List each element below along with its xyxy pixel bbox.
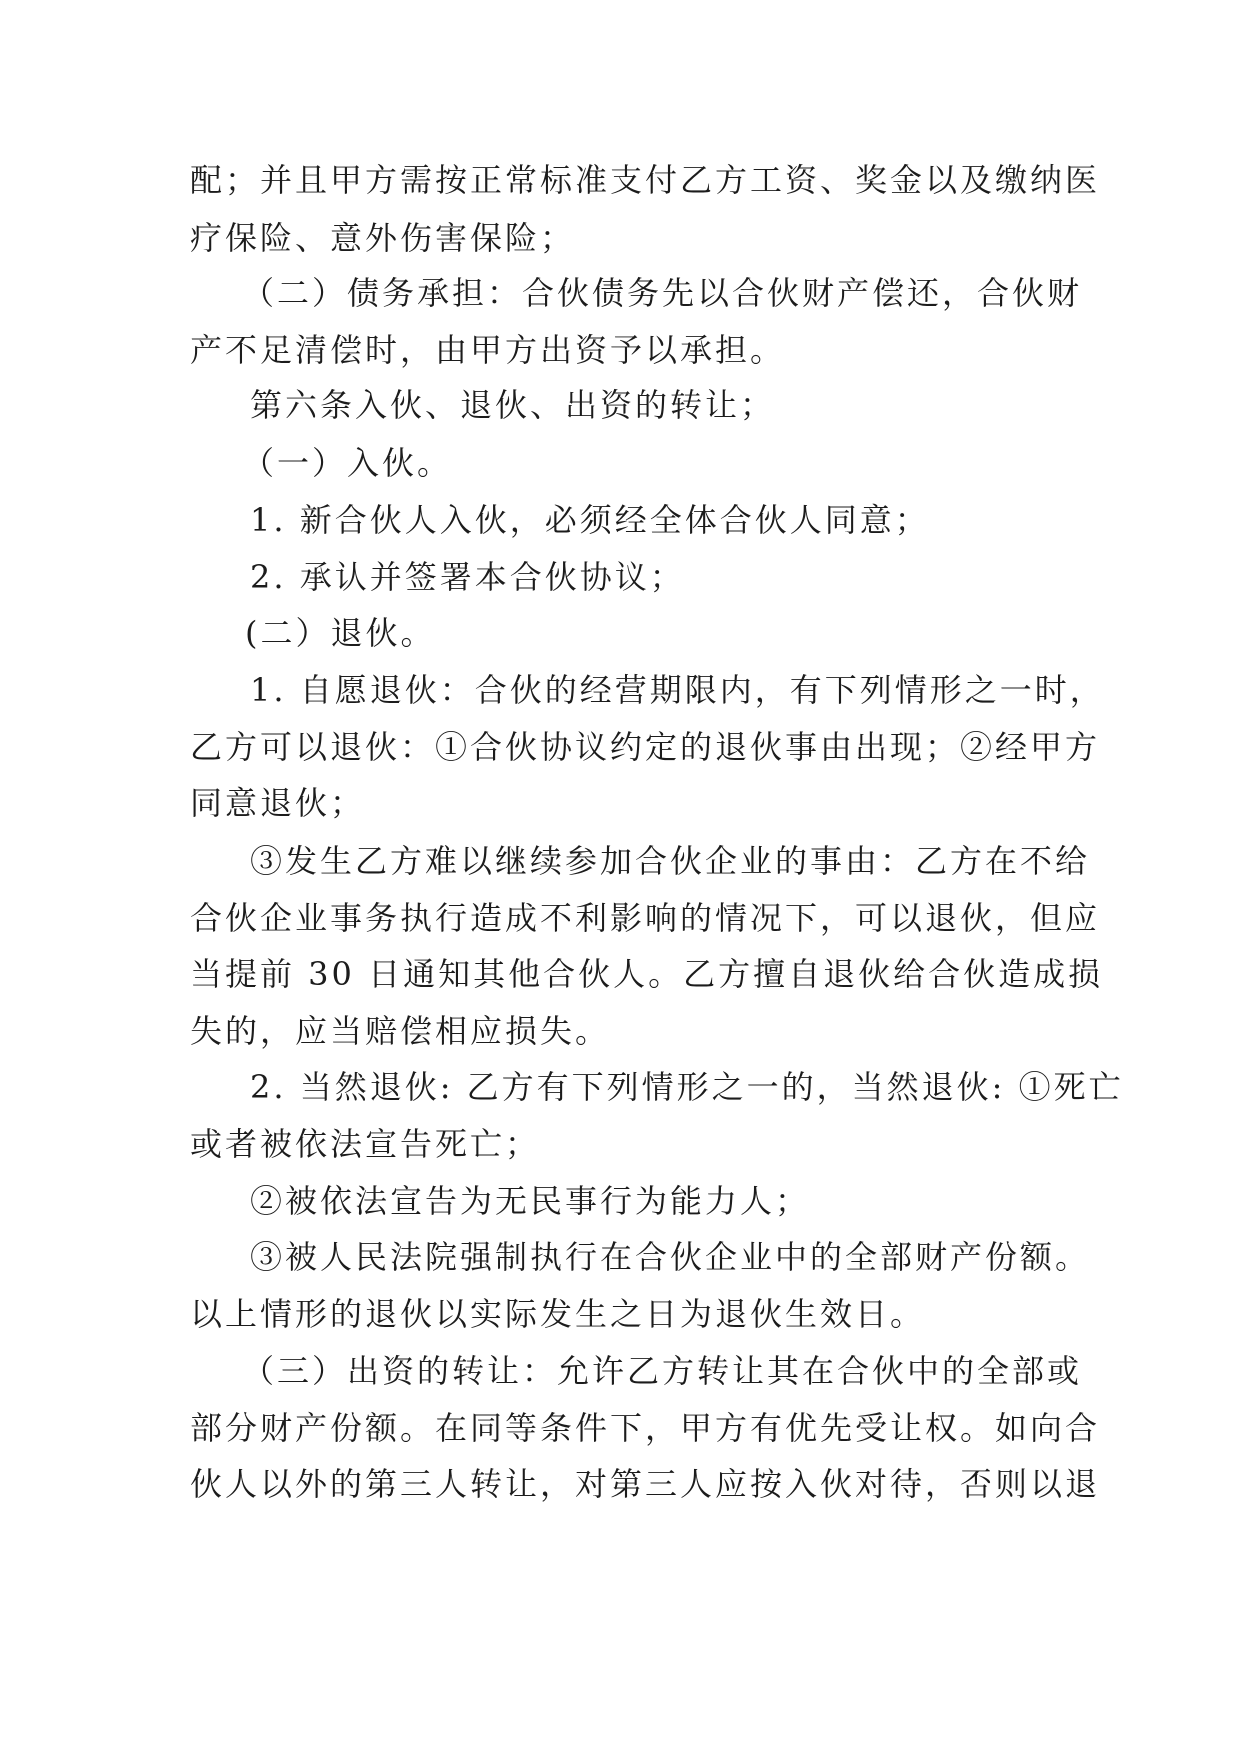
text-line: 1. 新合伙人入伙，必须经全体合伙人同意； [250, 501, 930, 539]
text-line: 部分财产份额。在同等条件下，甲方有优先受让权。如向合 [190, 1409, 1101, 1447]
text-line: (二）退伙。 [245, 614, 436, 652]
text-line: ③被人民法院强制执行在合伙企业中的全部财产份额。 [250, 1238, 1091, 1276]
text-line: 产不足清偿时，由甲方出资予以承担。 [190, 331, 786, 369]
text-line: 第六条入伙、退伙、出资的转让； [250, 386, 776, 424]
text-line: （二）债务承担：合伙债务先以合伙财产偿还，合伙财 [242, 274, 1083, 312]
text-line: 乙方可以退伙：①合伙协议约定的退伙事由出现；②经甲方 [190, 728, 1101, 766]
text-line: 同意退伙； [190, 784, 366, 822]
text-line: 2. 承认并签署本合伙协议； [250, 558, 685, 596]
text-line: 合伙企业事务执行造成不利影响的情况下，可以退伙，但应 [190, 899, 1101, 937]
text-line: 当提前 30 日通知其他合伙人。乙方擅自退伙给合伙造成损 [190, 955, 1104, 993]
text-line: ③发生乙方难以继续参加合伙企业的事由：乙方在不给 [250, 842, 1091, 880]
text-line: 配；并且甲方需按正常标准支付乙方工资、奖金以及缴纳医 [190, 161, 1101, 199]
text-line: ②被依法宣告为无民事行为能力人； [250, 1182, 811, 1220]
text-line: 伙人以外的第三人转让，对第三人应按入伙对待，否则以退 [190, 1465, 1101, 1503]
text-line: 失的，应当赔偿相应损失。 [190, 1012, 611, 1050]
text-line: （三）出资的转让：允许乙方转让其在合伙中的全部或 [242, 1352, 1083, 1390]
text-line: 以上情形的退伙以实际发生之日为退伙生效日。 [190, 1295, 926, 1333]
text-line: 疗保险、意外伤害保险； [190, 219, 576, 257]
text-line: （一）入伙。 [242, 444, 453, 482]
text-line: 或者被依法宣告死亡； [190, 1125, 541, 1163]
text-line: 2. 当然退伙: 乙方有下列情形之一的，当然退伙: ①死亡 [250, 1068, 1124, 1106]
text-line: 1. 自愿退伙：合伙的经营期限内，有下列情形之一时， [250, 671, 1105, 709]
